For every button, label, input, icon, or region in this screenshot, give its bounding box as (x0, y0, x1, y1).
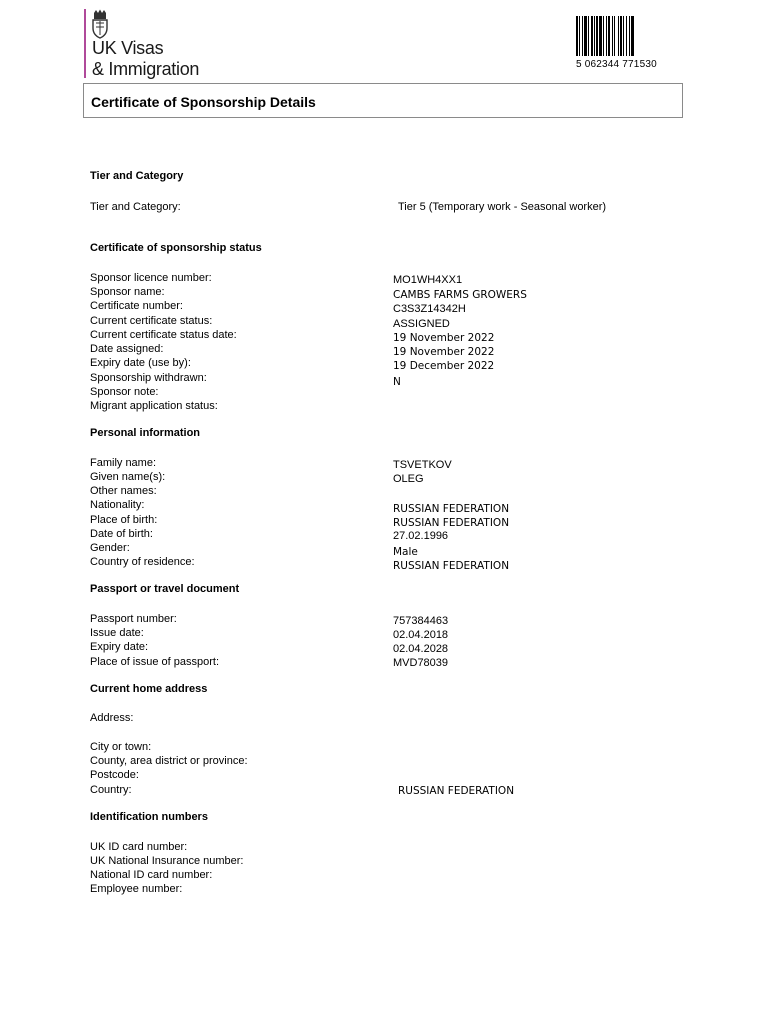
field-label: Current certificate status date: (90, 329, 237, 341)
certificate-number: C3S3Z14342H (393, 303, 466, 315)
given-names: OLEG (393, 473, 424, 485)
field-label: UK ID card number: (90, 841, 188, 853)
field-label: City or town: (90, 741, 152, 753)
address-country: RUSSIAN FEDERATION (398, 785, 515, 797)
sponsor-name: CAMBS FARMS GROWERS (393, 289, 527, 301)
field-label: Address: (90, 712, 134, 724)
field-label: Other names: (90, 485, 157, 497)
barcode-icon (576, 16, 658, 56)
org-name-line1: UK Visas (92, 38, 164, 58)
field-label: Current certificate status: (90, 315, 213, 327)
document-title: Certificate of Sponsorship Details (91, 94, 316, 110)
date-of-birth: 27.02.1996 (393, 530, 449, 542)
field-label: Sponsor note: (90, 386, 159, 398)
expiry-date: 19 December 2022 (393, 360, 495, 372)
field-label: Given name(s): (90, 471, 166, 483)
barcode-number: 5 062344 771530 (576, 59, 657, 70)
field-label: Employee number: (90, 883, 183, 895)
field-label: Tier and Category: (90, 201, 181, 213)
field-label: Passport number: (90, 613, 177, 625)
family-name: TSVETKOV (393, 459, 452, 471)
field-value: Tier 5 (Temporary work - Seasonal worker) (398, 201, 607, 213)
field-label: Postcode: (90, 769, 139, 781)
date-assigned: 19 November 2022 (393, 346, 495, 358)
section-heading-status: Certificate of sponsorship status (90, 242, 262, 254)
field-label: Date of birth: (90, 528, 153, 540)
field-label: National ID card number: (90, 869, 213, 881)
field-label: Issue date: (90, 627, 144, 639)
field-label: Place of birth: (90, 514, 158, 526)
section-heading-address: Current home address (90, 683, 208, 695)
title-box (83, 83, 683, 118)
section-heading-passport: Passport or travel document (90, 583, 240, 595)
field-label: Sponsorship withdrawn: (90, 372, 207, 384)
certificate-status: ASSIGNED (393, 318, 450, 330)
passport-issue-date: 02.04.2018 (393, 629, 449, 641)
sponsorship-withdrawn: N (393, 376, 401, 388)
passport-expiry-date: 02.04.2028 (393, 643, 449, 655)
field-label: County, area district or province: (90, 755, 248, 767)
field-label: Country of residence: (90, 556, 195, 568)
field-label: Certificate number: (90, 300, 183, 312)
org-name-line2: & Immigration (92, 59, 200, 79)
passport-place-of-issue: MVD78039 (393, 657, 449, 669)
country-of-residence: RUSSIAN FEDERATION (393, 560, 510, 572)
field-label: UK National Insurance number: (90, 855, 244, 867)
field-label: Nationality: (90, 499, 145, 511)
section-heading-personal: Personal information (90, 427, 201, 439)
field-label: Sponsor name: (90, 286, 165, 298)
field-label: Country: (90, 784, 132, 796)
place-of-birth: RUSSIAN FEDERATION (393, 517, 510, 529)
certificate-status-date: 19 November 2022 (393, 332, 495, 344)
gender: Male (393, 546, 418, 558)
field-label: Migrant application status: (90, 400, 218, 412)
field-label: Expiry date (use by): (90, 357, 191, 369)
field-label: Family name: (90, 457, 157, 469)
field-label: Expiry date: (90, 641, 149, 653)
section-heading-tier: Tier and Category (90, 170, 184, 182)
brand-accent-bar (84, 9, 86, 78)
passport-number: 757384463 (393, 615, 449, 627)
field-label: Date assigned: (90, 343, 164, 355)
section-heading-ids: Identification numbers (90, 811, 208, 823)
field-label: Sponsor licence number: (90, 272, 212, 284)
field-label: Gender: (90, 542, 130, 554)
royal-crest-icon (90, 9, 110, 39)
nationality: RUSSIAN FEDERATION (393, 503, 510, 515)
sponsor-licence-number: MO1WH4XX1 (393, 274, 463, 286)
field-label: Place of issue of passport: (90, 656, 220, 668)
